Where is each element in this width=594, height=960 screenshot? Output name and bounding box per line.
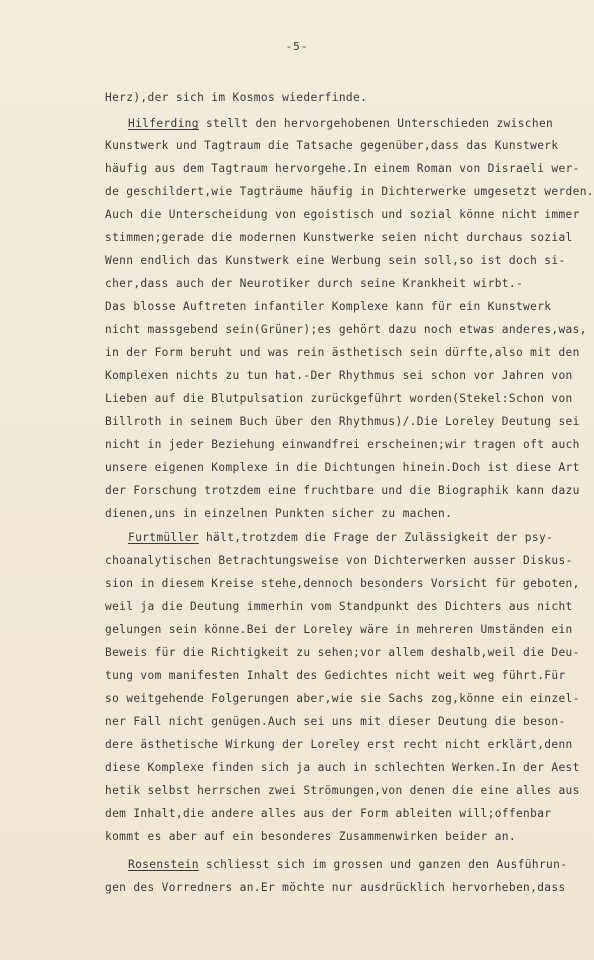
text-line: Herz),der sich im Kosmos wiederfinde. xyxy=(105,91,368,104)
text-line: dienen,uns in einzelnen Punkten sicher zu machen. xyxy=(105,507,453,520)
text-line: cher,dass auch der Neurotiker durch seine Krankheit wirbt.- xyxy=(105,277,524,290)
page-number: -5- xyxy=(285,40,309,53)
text-line: sion in diesem Kreise stehe,dennoch besonders Vorsicht für geboten, xyxy=(105,577,580,590)
text-line: ner Fall nicht genügen.Auch sei uns mit dieser Deutung die beson- xyxy=(105,715,566,728)
text-line: nicht in jeder Beziehung einwandfrei erscheinen;wir tragen oft auch xyxy=(105,438,580,451)
text-line: Furtmüller hält,trotzdem die Frage der Zulässigkeit der psy- xyxy=(128,531,554,544)
text-line: kommt es aber auf ein besonderes Zusammenwirken beider an. xyxy=(105,830,516,843)
text-line: hetik selbst herrschen zwei Strömungen,von denen die eine alles aus xyxy=(105,784,580,797)
text-line: häufig aus dem Tagtraum hervorgehe.In einem Roman von Disraeli wer- xyxy=(105,162,580,175)
text-line: Komplexen nichts zu tun hat.-Der Rhythmus sei schon vor Jahren von xyxy=(105,369,573,382)
text-line: weil ja die Deutung immerhin vom Standpunkt des Dichters aus nicht xyxy=(105,600,573,613)
speaker-name: Hilferding xyxy=(128,117,199,130)
text-line: dem Inhalt,die andere alles aus der Form ableiten will;offenbar xyxy=(105,807,552,820)
text-line: unsere eigenen Komplexe in die Dichtungen hinein.Doch ist diese Art xyxy=(105,461,580,474)
text-line: tung vom manifesten Inhalt des Gedichtes nicht weit weg führt.Für xyxy=(105,669,566,682)
text-line: stimmen;gerade die modernen Kunstwerke seien nicht durchaus sozial xyxy=(105,231,573,244)
text-line: Rosenstein schliesst sich im grossen und ganzen den Ausführun- xyxy=(128,858,568,871)
text-line: diese Komplexe finden sich ja auch in schlechten Werken.In der Aest xyxy=(105,761,580,774)
text-line: Kunstwerk und Tagtraum die Tatsache gegenüber,dass das Kunstwerk xyxy=(105,139,559,152)
text-line: Das blosse Auftreten infantiler Komplexe kann für ein Kunstwerk xyxy=(105,300,552,313)
text-line: gen des Vorredners an.Er möchte nur ausdrücklich hervorheben,dass xyxy=(105,881,566,894)
text-line: Hilferding stellt den hervorgehobenen Unterschieden zwischen xyxy=(128,117,554,130)
text-line: so weitgehende Folgerungen aber,wie sie Sachs zog,könne ein einzel- xyxy=(105,692,580,705)
text-line: Beweis für die Richtigkeit zu sehen;vor allem deshalb,weil die Deu- xyxy=(105,646,580,659)
speaker-name: Rosenstein xyxy=(128,858,199,871)
text-line: de geschildert,wie Tagträume häufig in Dichterwerke umgesetzt werden. xyxy=(105,185,594,198)
text-line: der Forschung trotzdem eine fruchtbare und die Biographik kann dazu xyxy=(105,484,580,497)
text-line: dere ästhetische Wirkung der Loreley erst recht nicht erklärt,denn xyxy=(105,738,573,751)
text-line: Auch die Unterscheidung von egoistisch und sozial könne nicht immer xyxy=(105,208,580,221)
text-line: Wenn endlich das Kunstwerk eine Werbung sein soll,so ist doch si- xyxy=(105,254,566,267)
text-line: nicht massgebend sein(Grüner);es gehört dazu noch etwas anderes,was, xyxy=(105,323,587,336)
text-line: gelungen sein könne.Bei der Loreley wäre in mehreren Umständen ein xyxy=(105,623,573,636)
text-line: Lieben auf die Blutpulsation zurückgeführt worden(Stekel:Schon von xyxy=(105,392,573,405)
text-line: Billroth in seinem Buch über den Rhythmus)/.Die Loreley Deutung sei xyxy=(105,415,580,428)
text-line: choanalytischen Betrachtungsweise von Dichterwerken ausser Diskus- xyxy=(105,554,573,567)
speaker-name: Furtmüller xyxy=(128,531,199,544)
text-line: in der Form beruht und was rein ästhetisch sein dürfte,also mit den xyxy=(105,346,580,359)
